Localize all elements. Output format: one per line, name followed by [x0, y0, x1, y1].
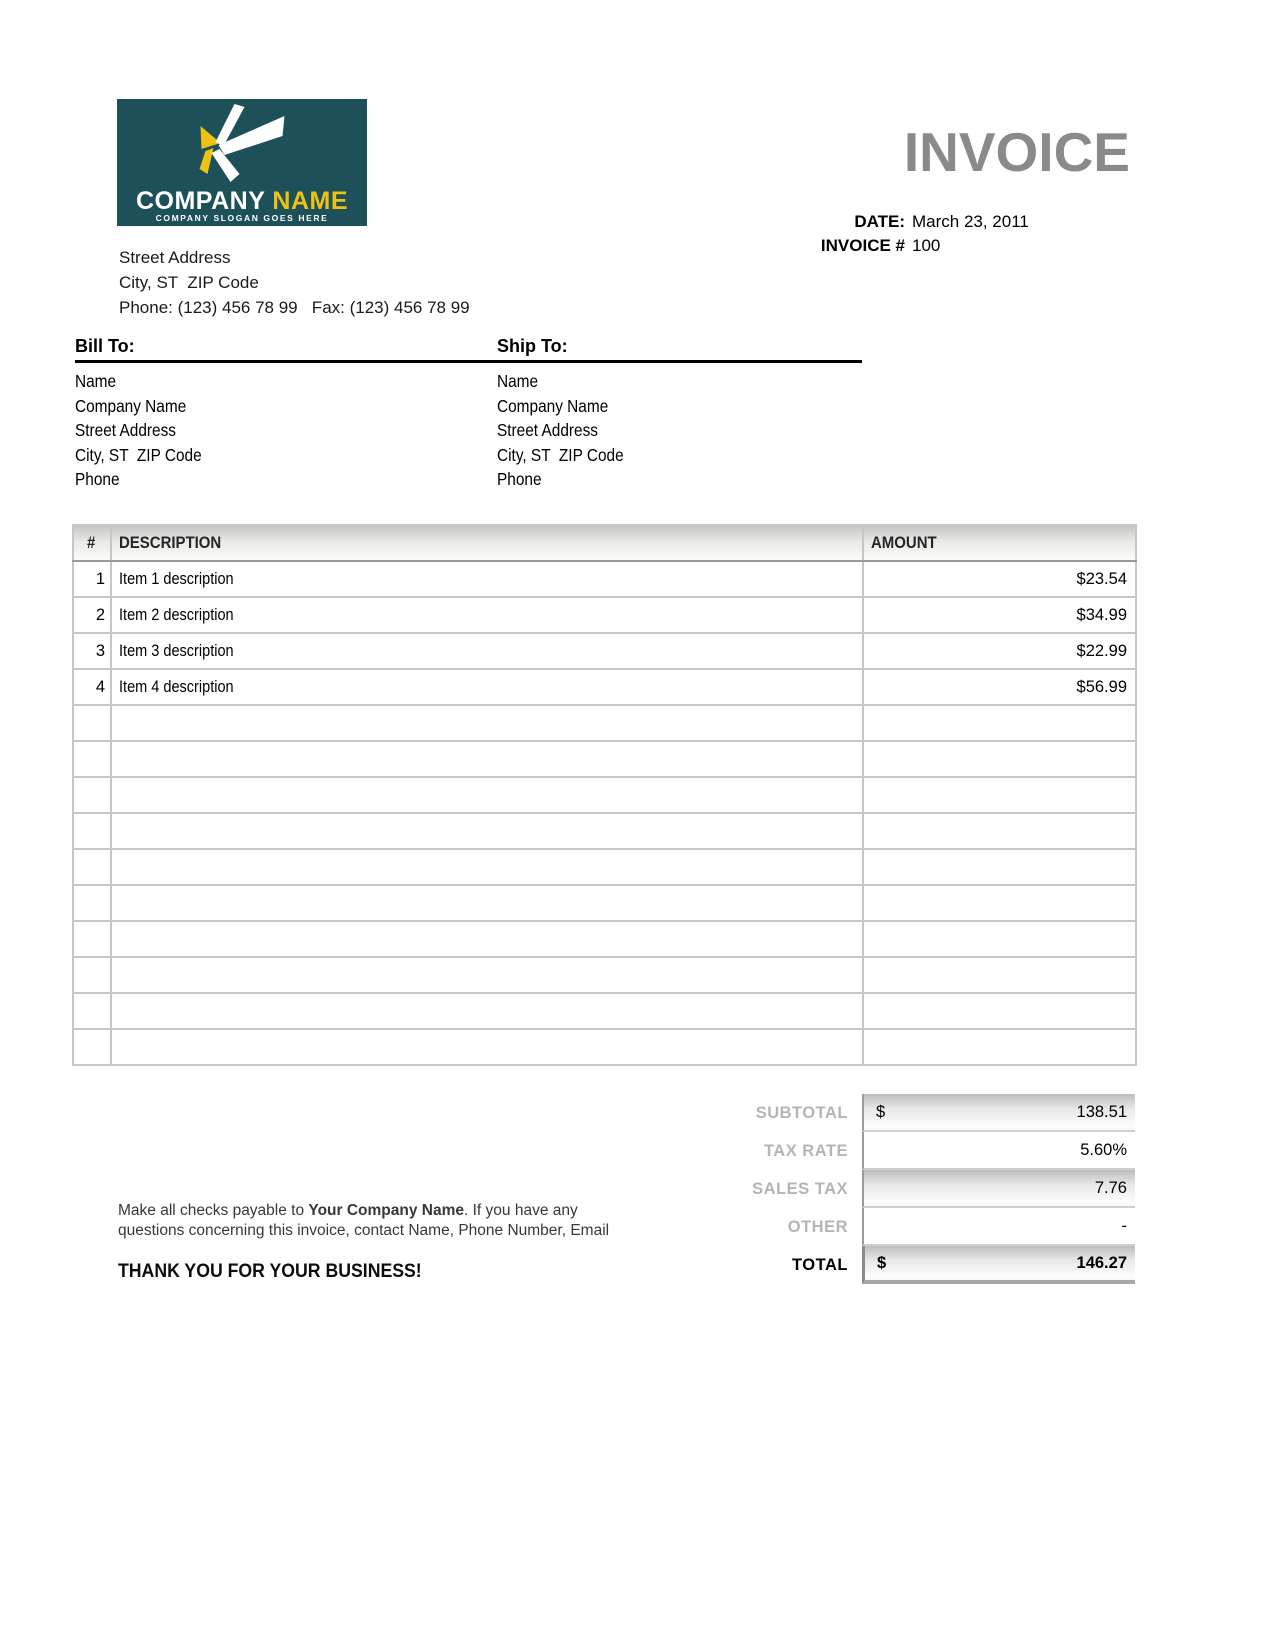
logo-slogan: COMPANY SLOGAN GOES HERE	[155, 213, 329, 223]
bill-ship-headings	[75, 336, 862, 358]
item-description: Item 2 description	[111, 597, 863, 633]
note-suffix: . If you have any questions concerning this invoice, contact Name, Phone Number, Email	[118, 1202, 610, 1239]
column-header-number: #	[73, 525, 111, 561]
date-row	[738, 210, 1029, 234]
total-currency: $	[877, 1253, 887, 1272]
date-label: DATE:	[854, 212, 905, 231]
tax-rate-row	[72, 1132, 1135, 1170]
company-city: City, ST ZIP Code	[119, 273, 259, 292]
note-prefix: Make all checks payable to	[118, 1202, 309, 1219]
item-description: Item 4 description	[111, 669, 863, 705]
empty-row	[73, 993, 1136, 1029]
ship-to-name: Name	[497, 371, 539, 391]
ship-to-city: City, ST ZIP Code	[497, 444, 624, 465]
subtotal-currency: $	[876, 1102, 886, 1121]
empty-row	[73, 885, 1136, 921]
bill-to-street: Street Address	[75, 420, 177, 440]
empty-row	[73, 741, 1136, 777]
ship-to-street: Street Address	[497, 420, 599, 440]
note-company-name: Your Company Name	[308, 1202, 465, 1219]
item-amount: $34.99	[863, 597, 1136, 633]
sales-tax-amount: 7.76	[1094, 1178, 1127, 1197]
logo-company-name	[117, 187, 367, 216]
subtotal-amount: 138.51	[1076, 1102, 1127, 1121]
company-street: Street Address	[119, 248, 231, 267]
invoice-meta	[738, 210, 1029, 258]
total-amount: 146.27	[1076, 1253, 1127, 1272]
item-number: 1	[73, 561, 111, 597]
other-amount: -	[1121, 1216, 1127, 1235]
empty-row	[73, 705, 1136, 741]
other-value-cell	[862, 1208, 1135, 1246]
company-address-block	[119, 245, 470, 320]
company-phone-fax: Phone: (123) 456 78 99 Fax: (123) 456 78 99	[119, 298, 470, 317]
total-value-cell	[862, 1246, 1135, 1284]
column-header-amount: AMOUNT	[863, 525, 1136, 561]
company-logo	[117, 99, 367, 226]
logo-company-second: NAME	[264, 187, 349, 215]
bill-to-name: Name	[75, 371, 117, 391]
item-row	[73, 597, 1136, 633]
ship-to-heading: Ship To:	[497, 336, 568, 356]
item-row	[73, 633, 1136, 669]
item-description: Item 1 description	[111, 561, 863, 597]
item-number: 3	[73, 633, 111, 669]
ship-to-company: Company Name	[497, 395, 609, 416]
item-row	[73, 561, 1136, 597]
sales-tax-value-cell	[862, 1170, 1135, 1208]
subtotal-row	[72, 1094, 1135, 1132]
other-label: OTHER	[787, 1217, 848, 1236]
bill-to-company: Company Name	[75, 395, 187, 416]
thank-you-message: THANK YOU FOR YOUR BUSINESS!	[118, 1261, 422, 1282]
invoice-number-label: INVOICE #	[820, 236, 905, 255]
invoice-number-row	[738, 234, 1029, 258]
bill-to-phone: Phone	[75, 469, 120, 489]
item-amount: $56.99	[863, 669, 1136, 705]
bill-to-heading: Bill To:	[75, 336, 135, 356]
items-header-row	[73, 525, 1136, 561]
subtotal-value-cell	[862, 1094, 1135, 1132]
empty-row	[73, 1029, 1136, 1065]
bill-ship-body	[75, 369, 862, 492]
items-table	[72, 524, 1137, 1066]
payment-note	[118, 1201, 638, 1240]
column-header-description: DESCRIPTION	[111, 525, 863, 561]
empty-row	[73, 957, 1136, 993]
item-number: 2	[73, 597, 111, 633]
sales-tax-label: SALES TAX	[752, 1179, 848, 1198]
empty-row	[73, 777, 1136, 813]
empty-row	[73, 921, 1136, 957]
tax-rate-value-cell	[862, 1132, 1135, 1170]
invoice-title: INVOICE	[903, 121, 1130, 183]
total-label: TOTAL	[792, 1255, 848, 1274]
subtotal-label: SUBTOTAL	[755, 1103, 848, 1122]
item-row	[73, 669, 1136, 705]
ship-to-phone: Phone	[497, 469, 542, 489]
item-number: 4	[73, 669, 111, 705]
item-description: Item 3 description	[111, 633, 863, 669]
tax-rate-amount: 5.60%	[1080, 1140, 1127, 1159]
bill-to-block	[75, 369, 862, 492]
ship-to-block	[497, 369, 641, 492]
bill-ship-section	[75, 336, 862, 492]
empty-row	[73, 813, 1136, 849]
empty-row	[73, 849, 1136, 885]
item-amount: $23.54	[863, 561, 1136, 597]
logo-company-first: COMPANY	[135, 187, 265, 215]
tax-rate-label: TAX RATE	[763, 1141, 848, 1160]
items-body	[73, 561, 1136, 1065]
invoice-number-value: 100	[912, 236, 941, 255]
totals-section	[72, 1094, 1135, 1284]
bill-ship-divider	[75, 360, 862, 363]
bill-to-city: City, ST ZIP Code	[75, 444, 202, 465]
date-value: March 23, 2011	[912, 212, 1029, 231]
arrow-logo-icon	[195, 104, 290, 186]
item-amount: $22.99	[863, 633, 1136, 669]
